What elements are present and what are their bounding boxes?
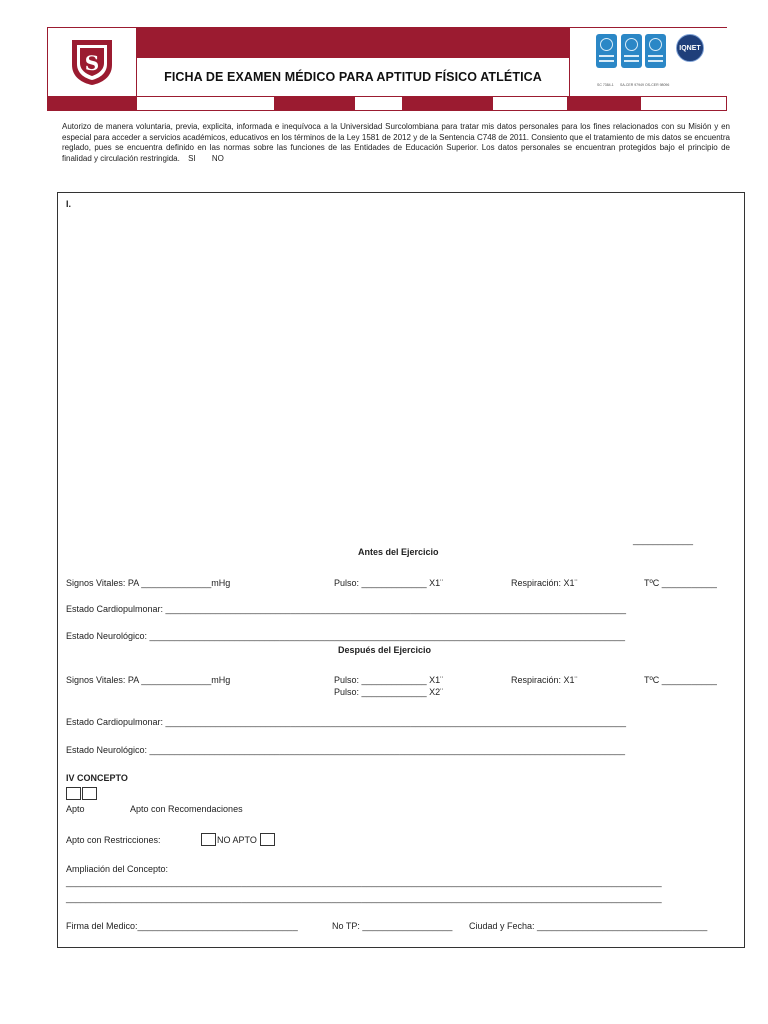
antes-pulso-field[interactable]: Pulso: _____________ X1¨	[334, 578, 444, 588]
icontec-badge-icon	[645, 34, 666, 68]
iqnet-logo-icon: IQNET	[676, 34, 704, 62]
concepto-heading: IV CONCEPTO	[66, 773, 128, 783]
title-band	[137, 28, 569, 58]
despues-pulso1-field[interactable]: Pulso: _____________ X1¨	[334, 675, 444, 685]
cert-code: SC 7384-1	[597, 83, 614, 87]
antes-neuro-field[interactable]: Estado Neurológico: _______________________________________________________________________________________________	[66, 631, 626, 641]
title-area	[137, 28, 569, 96]
ampliacion-line-2[interactable]: _______________________________________________________________________________________________________________________	[66, 893, 662, 903]
exam-form	[57, 192, 745, 948]
antes-respiracion-field[interactable]: Respiración: X1¨	[511, 578, 578, 588]
antes-cardio-field[interactable]: Estado Cardiopulmonar: ____________________________________________________________________________________________	[66, 604, 627, 614]
shield-logo-icon	[69, 37, 115, 87]
despues-pulso2-field[interactable]: Pulso: _____________ X2¨	[334, 687, 444, 697]
consent-no-option[interactable]: NO	[211, 153, 224, 163]
apto-restricciones-label: Apto con Restricciones:	[66, 835, 161, 845]
blank-line: ____________	[633, 535, 694, 545]
despues-neuro-field[interactable]: Estado Neurológico: _______________________________________________________________________________________________	[66, 745, 626, 755]
header-code-row	[48, 96, 726, 111]
certifications	[569, 28, 727, 96]
despues-respiracion-field[interactable]: Respiración: X1¨	[511, 675, 578, 685]
despues-signos-field[interactable]: Signos Vitales: PA ______________mHg	[66, 675, 231, 685]
cert-code: SA-CER 97949	[620, 83, 644, 87]
consent-text: Autorizo de manera voluntaria, previa, explicita, informada e inequívoca a la Universidad Surcolombiana para tratar mis datos personales para los fines relacionados con su Misión y en especial para acceder a servicios académicos, educativos en los términos de la Ley 1581 de 2012 y de la Sentencia C748 de 2011. Consiento que el tratamiento de mis datos se encuentra reglado, pues se encuentra definido en las normas sobre las funciones de las Entidades de Educación Superior. Los datos personales se encuentran protegidos bajo el principio de finalidad y circulación restringida.	[62, 122, 730, 163]
despues-temp-field[interactable]: TºC ___________	[644, 675, 717, 685]
ampliacion-line-1[interactable]: _______________________________________________________________________________________________________________________	[66, 877, 662, 887]
concepto-checkboxes	[66, 787, 97, 800]
no-apto-label: NO APTO	[217, 835, 257, 845]
icontec-badge-icon	[621, 34, 642, 68]
consent-si-option[interactable]: SI	[188, 153, 196, 163]
data-consent-paragraph	[62, 122, 730, 164]
icontec-badge-icon	[596, 34, 617, 68]
ampliacion-label: Ampliación del Concepto:	[66, 864, 169, 874]
despues-heading: Después del Ejercicio	[338, 645, 432, 655]
university-logo	[48, 28, 137, 96]
document-header	[47, 27, 727, 111]
document-title: FICHA DE EXAMEN MÉDICO PARA APTITUD FÍSICO ATLÉTICA	[164, 70, 542, 84]
apto-recomendaciones-checkbox[interactable]	[82, 787, 97, 800]
antes-temp-field[interactable]: TºC ___________	[644, 578, 717, 588]
apto-recomendaciones-label: Apto con Recomendaciones	[130, 804, 243, 814]
tp-field[interactable]: No TP: __________________	[332, 921, 453, 931]
firma-medico-field[interactable]: Firma del Medico:________________________________	[66, 921, 298, 931]
antes-heading: Antes del Ejercicio	[358, 547, 439, 557]
section-i-label: I.	[66, 199, 72, 209]
despues-cardio-field[interactable]: Estado Cardiopulmonar: ____________________________________________________________________________________________	[66, 717, 627, 727]
apto-checkbox[interactable]	[66, 787, 81, 800]
restricciones-checkbox[interactable]	[201, 833, 216, 846]
no-apto-checkbox[interactable]	[260, 833, 275, 846]
apto-label: Apto	[66, 804, 85, 814]
ciudad-fecha-field[interactable]: Ciudad y Fecha: __________________________________	[469, 921, 708, 931]
cert-code: OS-CER 98096	[645, 83, 670, 87]
antes-signos-field[interactable]: Signos Vitales: PA ______________mHg	[66, 578, 231, 588]
svg-text:S: S	[84, 51, 100, 75]
